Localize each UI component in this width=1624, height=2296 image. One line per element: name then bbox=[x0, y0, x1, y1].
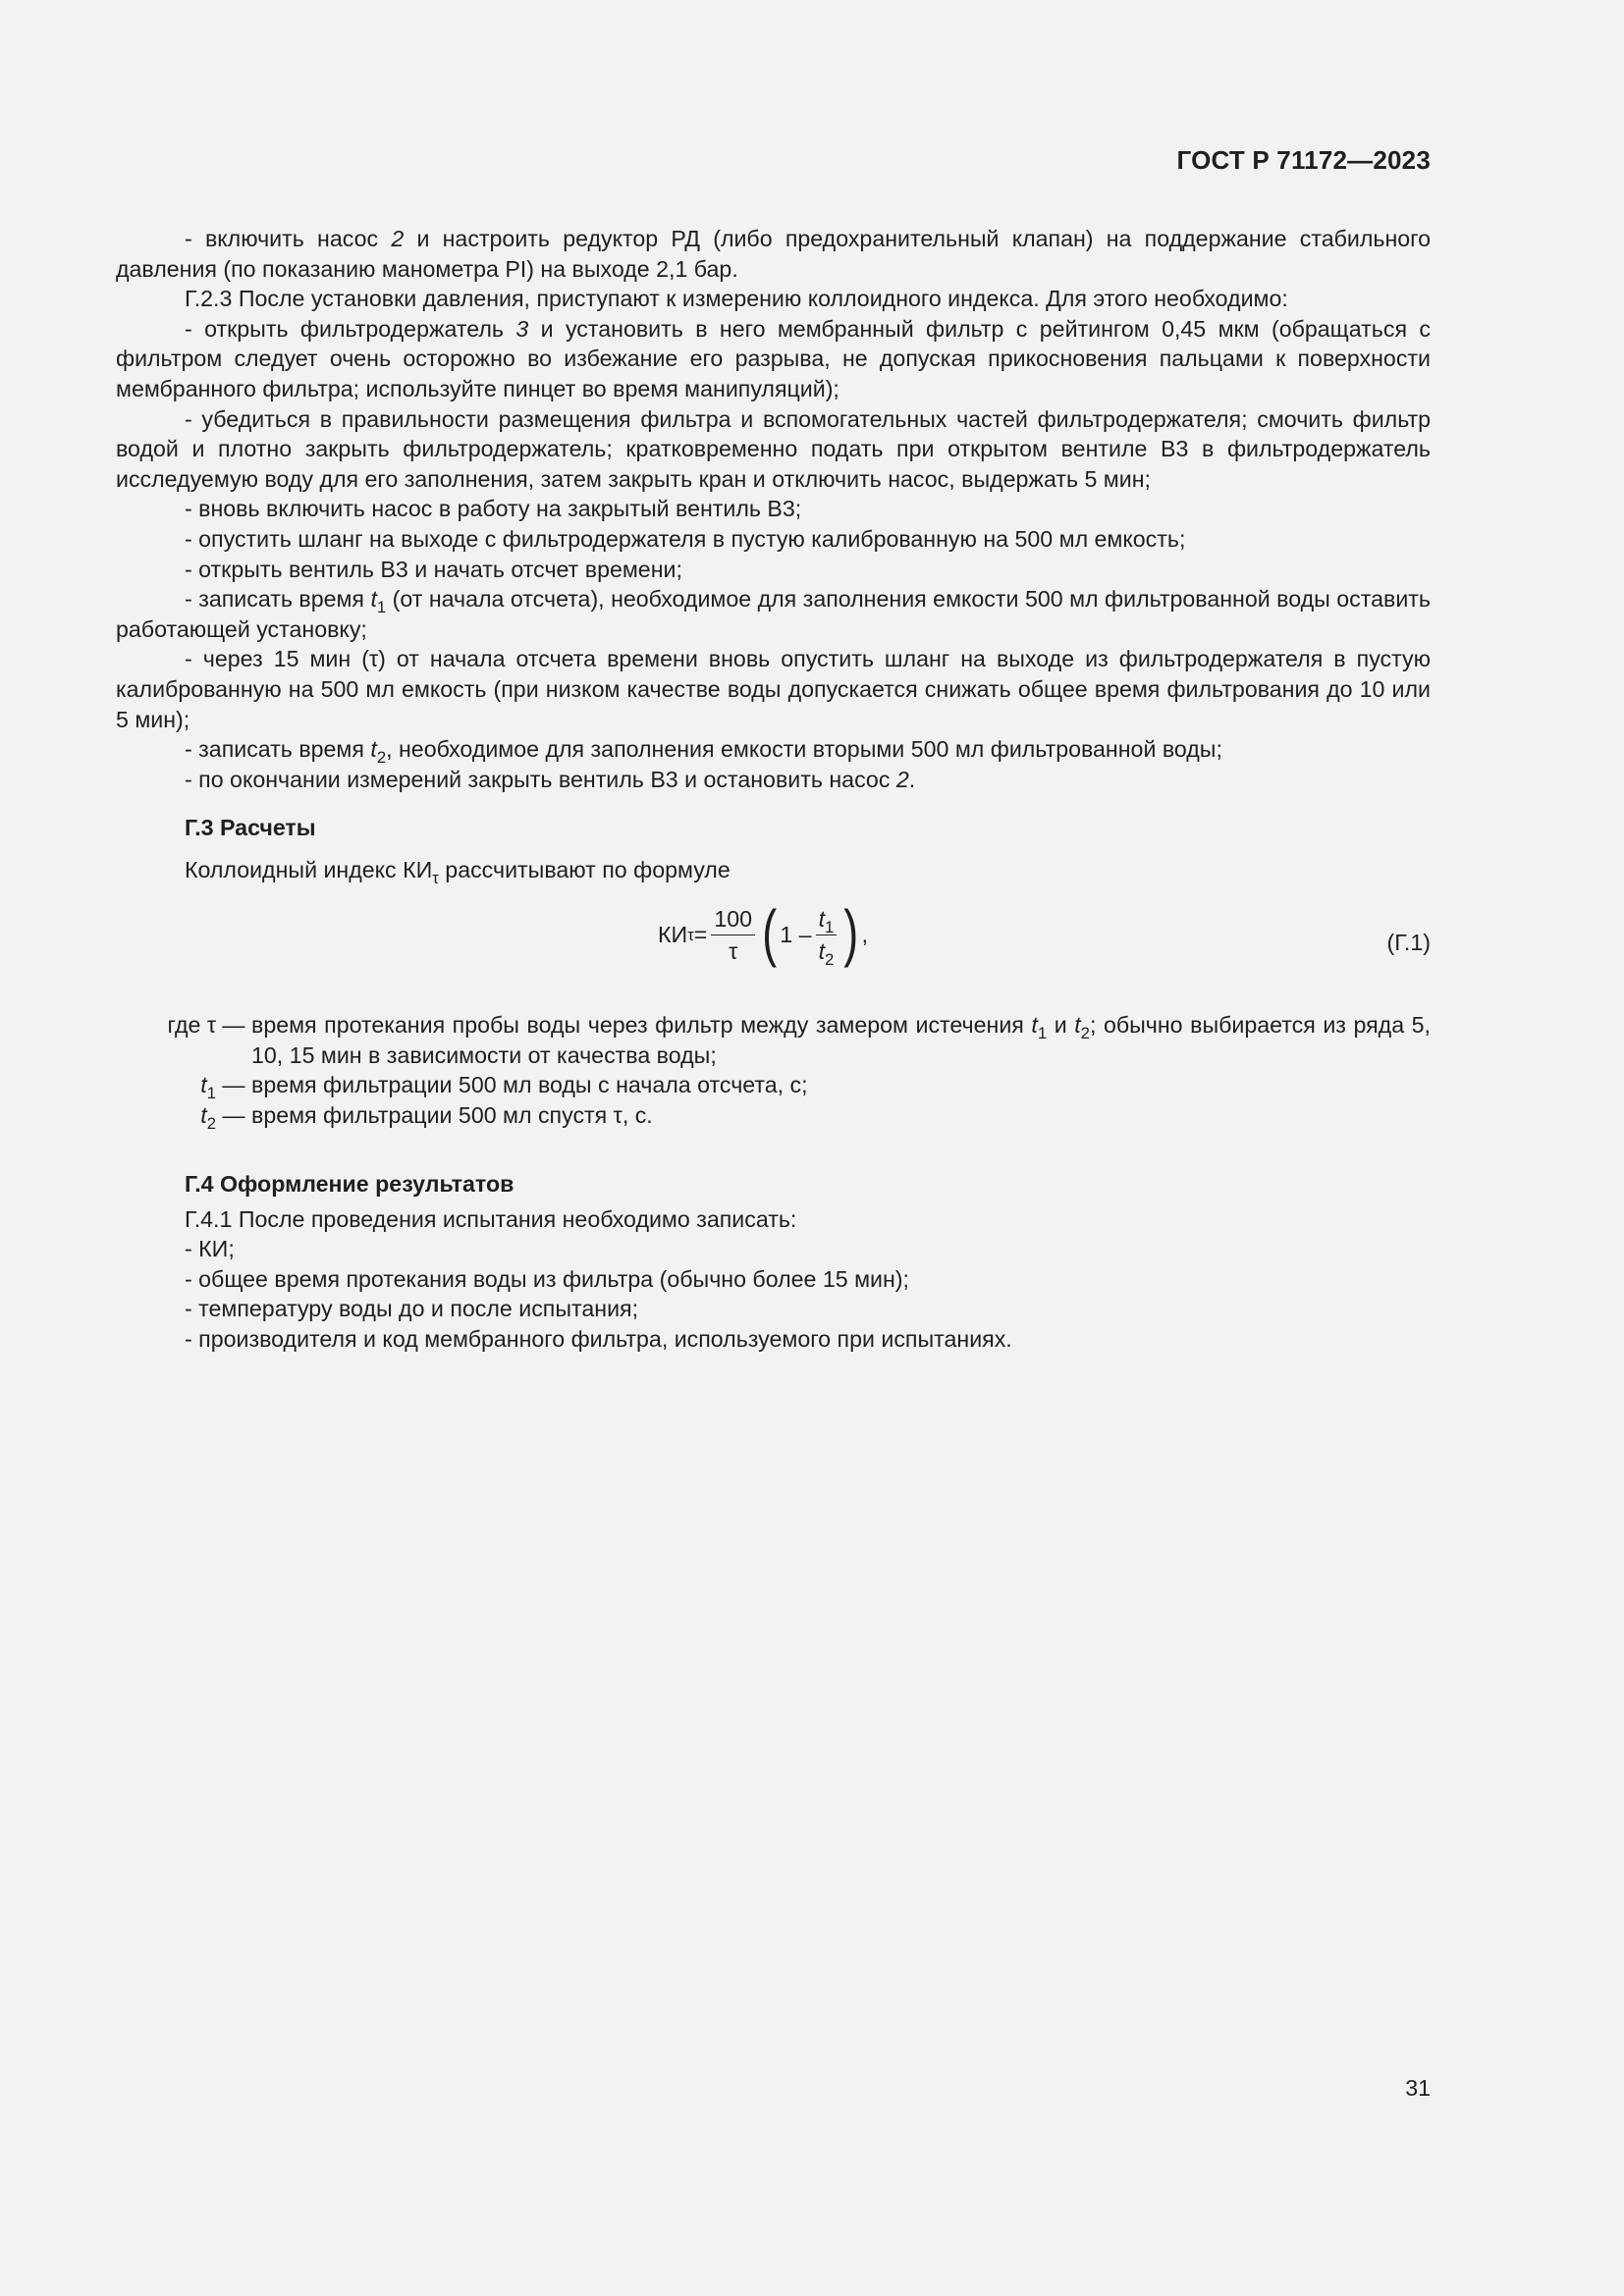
left-paren: ( bbox=[762, 896, 778, 968]
list-item: - включить насос 2 и настроить редуктор РД (либо предохранительный клапан) на поддержание стабильного давления (по показанию манометра PI) на выходе 2,1 бар. bbox=[116, 226, 1431, 282]
list-item: - вновь включить насос в работу на закрытый вентиль В3; bbox=[185, 496, 802, 522]
list-item: - опустить шланг на выходе с фильтродержателя в пустую калиброванную на 500 мл емкость; bbox=[185, 525, 1186, 552]
formula-g1: КИ τ = $\frac{100}{\tau}$ ( 1 – $\frac{t_1}{t_2}$ ) , bbox=[658, 896, 869, 970]
fraction-100-over-tau: $\frac{100}{\tau}$ bbox=[711, 906, 755, 964]
list-item: - общее время протекания воды из фильтра (обычно более 15 мин); bbox=[185, 1265, 909, 1292]
paragraph: Г.2.3 После установки давления, приступают к измерению коллоидного индекса. Для этого необходимо: bbox=[185, 286, 1288, 312]
fraction-t1-over-t2: $\frac{t_1}{t_2}$ bbox=[816, 906, 838, 964]
list-item: - записать время $t_2$, необходимое для заполнения емкости вторыми 500 мл фильтрованной воды; bbox=[185, 736, 1222, 767]
document-header: ГОСТ Р 71172—2023 bbox=[1176, 145, 1431, 175]
page-number: 31 bbox=[1405, 2075, 1431, 2101]
list-item: - убедиться в правильности размещения фильтра и вспомогательных частей фильтродержателя; смочить фильтр водой и плотно закрыть фильтродержатель; кратковременно подать при открытом вентиле В3 в фильтродержатель исследуемую воду для его заполнения, затем закрыть кран и отключить насос, выдержать 5 мин; bbox=[116, 405, 1431, 492]
section-heading-g4: Г.4 Оформление результатов bbox=[185, 1170, 514, 1197]
list-item: - КИ; bbox=[185, 1236, 235, 1262]
paragraph: Г.4.1 После проведения испытания необходимо записать: bbox=[185, 1205, 797, 1232]
list-item: - по окончании измерений закрыть вентиль В3 и остановить насос 2. bbox=[185, 766, 916, 792]
right-paren: ) bbox=[843, 896, 859, 968]
list-item: - производителя и код мембранного фильтра, используемого при испытаниях. bbox=[185, 1326, 1012, 1353]
formula-block bbox=[116, 898, 1431, 992]
equation-number: (Г.1) bbox=[1386, 930, 1431, 956]
list-item: - температуру воды до и после испытания; bbox=[185, 1296, 639, 1322]
list-item: - открыть фильтродержатель 3 и установить в него мембранный фильтр с рейтингом 0,45 мкм (обращаться с фильтром следует очень осторожно во избежание его разрыва, не допуская прикосновения пальцами к поверхности мембранного фильтра; используйте пинцет во время манипуляций); bbox=[116, 315, 1431, 401]
definition-row: где τ — время протекания пробы воды через фильтр между замером истечения $t_1$ и $t_2$; обычно выбирается из ряда 5, 10, 15 мин в зависимости от качества воды; bbox=[167, 1012, 1431, 1068]
document-body bbox=[116, 224, 1431, 1355]
section-heading-g3: Г.3 Расчеты bbox=[185, 815, 316, 841]
list-item: - записать время $t_1$ (от начала отсчета), необходимое для заполнения емкости 500 мл фильтрованной воды оставить работающей установку; bbox=[116, 586, 1431, 642]
paragraph: Коллоидный индекс $КИ_\tau$ рассчитывают по формуле bbox=[185, 857, 731, 888]
list-item: - через 15 мин (τ) от начала отсчета времени вновь опустить шланг на выходе из фильтродержателя в пустую калиброванную на 500 мл емкость (при низком качестве воды допускается снижать общее время фильтрования до 10 или 5 мин); bbox=[116, 646, 1431, 732]
definition-row: $t_1$ — время фильтрации 500 мл воды с начала отсчета, с; bbox=[200, 1072, 808, 1103]
variable-definitions bbox=[116, 1010, 1431, 1133]
definition-row: $t_2$ — время фильтрации 500 мл спустя τ, с. bbox=[200, 1102, 653, 1133]
list-item: - открыть вентиль В3 и начать отсчет времени; bbox=[185, 556, 682, 582]
